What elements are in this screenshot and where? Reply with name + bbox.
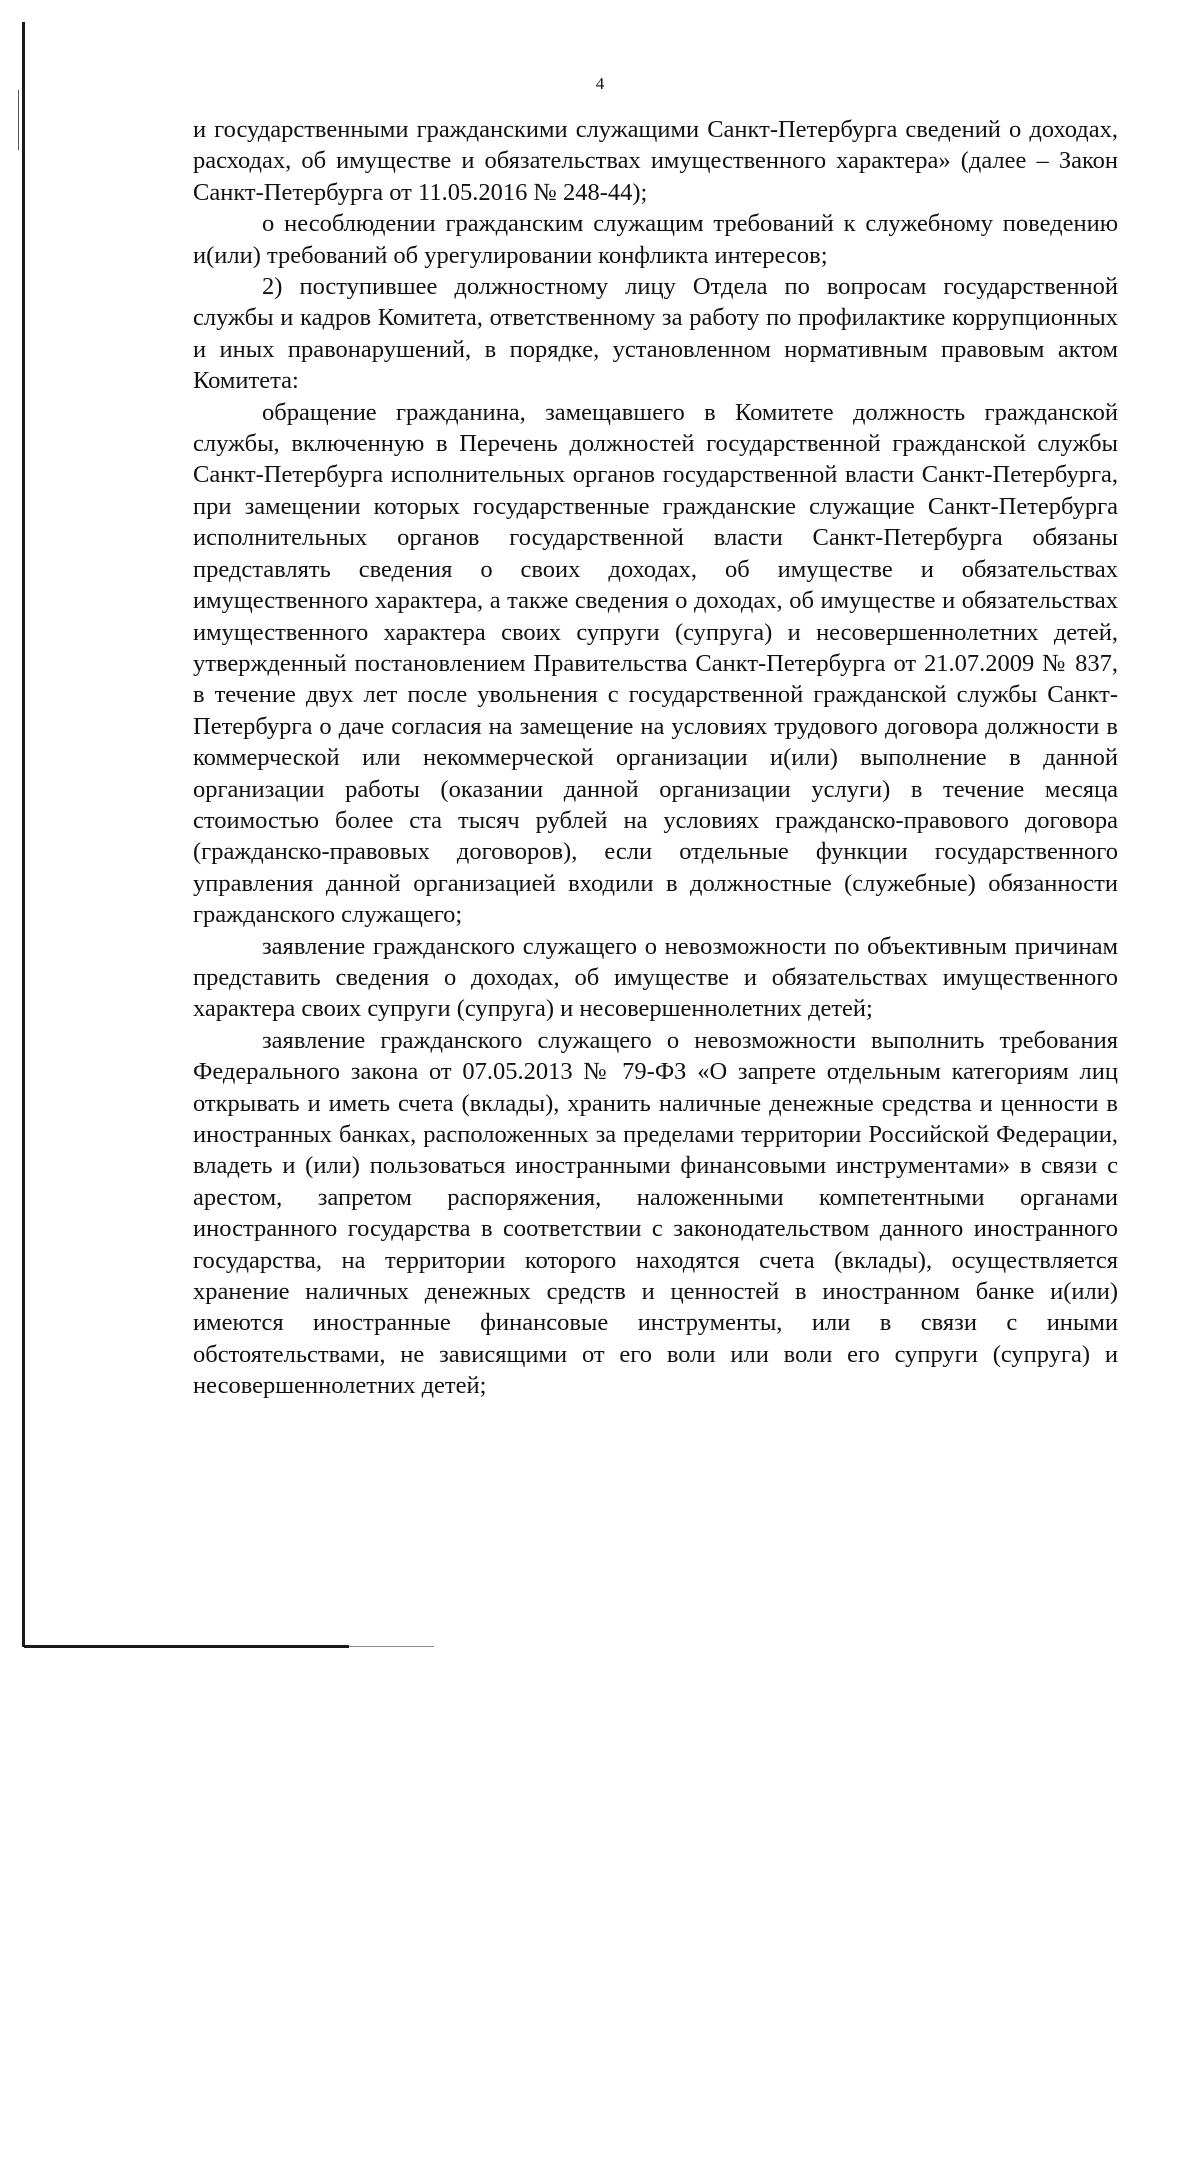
scan-frame-left-edge bbox=[22, 22, 25, 1647]
document-body bbox=[193, 114, 1118, 1402]
scan-frame-mark bbox=[18, 90, 19, 150]
paragraph-law-reference: и государственными гражданскими служащими Санкт-Петербурга сведений о доходах, расходах, об имуществе и обязательствах имущественного характера» (далее – Закон Санкт-Петербурга от 11.05.2016 № 248-44); bbox=[193, 116, 1118, 206]
paragraph-citizen-appeal: обращение гражданина, замещавшего в Комитете должность гражданской службы, включенную в Перечень должностей государственной гражданской службы Санкт-Петербурга исполнительных органов государственной власти Санкт-Петербурга, при замещении которых государственные гражданские служащие Санкт-Петербурга исполнительных органов государственной власти Санкт-Петербурга обязаны представлять сведения о своих доходах, об имуществе и обязательствах имущественного характера, а также сведения о доходах, об имуществе и обязательствах имущественного характера своих супруги (супруга) и несовершеннолетних детей, утвержденный постановлением Правительства Санкт-Петербурга от 21.07.2009 № 837, в течение двух лет после увольнения с государственной гражданской службы Санкт-Петербурга о даче согласия на замещение на условиях трудового договора должности в коммерческой или некоммерческой организации и(или) выполнение в данной организации работы (оказании данной организации услуги) в течение месяца стоимостью более ста тысяч рублей на условиях гражданско-правового договора (гражданско-правовых договоров), если отдельные функции государственного управления данной организацией входили в должностные (служебные) обязанности гражданского служащего; bbox=[193, 398, 1118, 929]
paragraph-foreign-accounts-impossibility: заявление гражданского служащего о невозможности выполнить требования Федерального закона от 07.05.2013 № 79-ФЗ «О запрете отдельным категориям лиц открывать и иметь счета (вклады), хранить наличные денежные средства и ценности в иностранных банках, расположенных за пределами территории Российской Федерации, владеть и (или) пользоваться иностранными финансовыми инструментами» в связи с арестом, запретом распоряжения, наложенными компетентными органами иностранного государства в соответствии с законодательством данного иностранного государства, на территории которого находятся счета (вклады), осуществляется хранение наличных денежных средств и ценностей в иностранном банке и(или) имеются иностранные финансовые инструменты, или в связи с иными обстоятельствами, не зависящими от его воли или воли его супруги (супруга) и несовершеннолетних детей; bbox=[193, 1026, 1118, 1400]
paragraph-item-2: 2) поступившее должностному лицу Отдела по вопросам государственной службы и кадров Комитета, ответственному за работу по профилактике коррупционных и иных правонарушений, в порядке, установленном нормативным правовым актом Комитета: bbox=[193, 273, 1118, 395]
paragraph-conduct-violation: о несоблюдении гражданским служащим требований к служебному поведению и(или) требований об урегулировании конфликта интересов; bbox=[193, 210, 1118, 269]
scan-frame-bottom-edge bbox=[24, 1645, 349, 1648]
paragraph-income-statement-impossibility: заявление гражданского служащего о невозможности по объективным причинам представить сведения о доходах, об имуществе и обязательствах имущественного характера своих супруги (супруга) и несовершеннолетних детей; bbox=[193, 932, 1118, 1023]
page-number: 4 bbox=[595, 74, 605, 93]
scan-frame-bottom-fade bbox=[349, 1646, 434, 1647]
